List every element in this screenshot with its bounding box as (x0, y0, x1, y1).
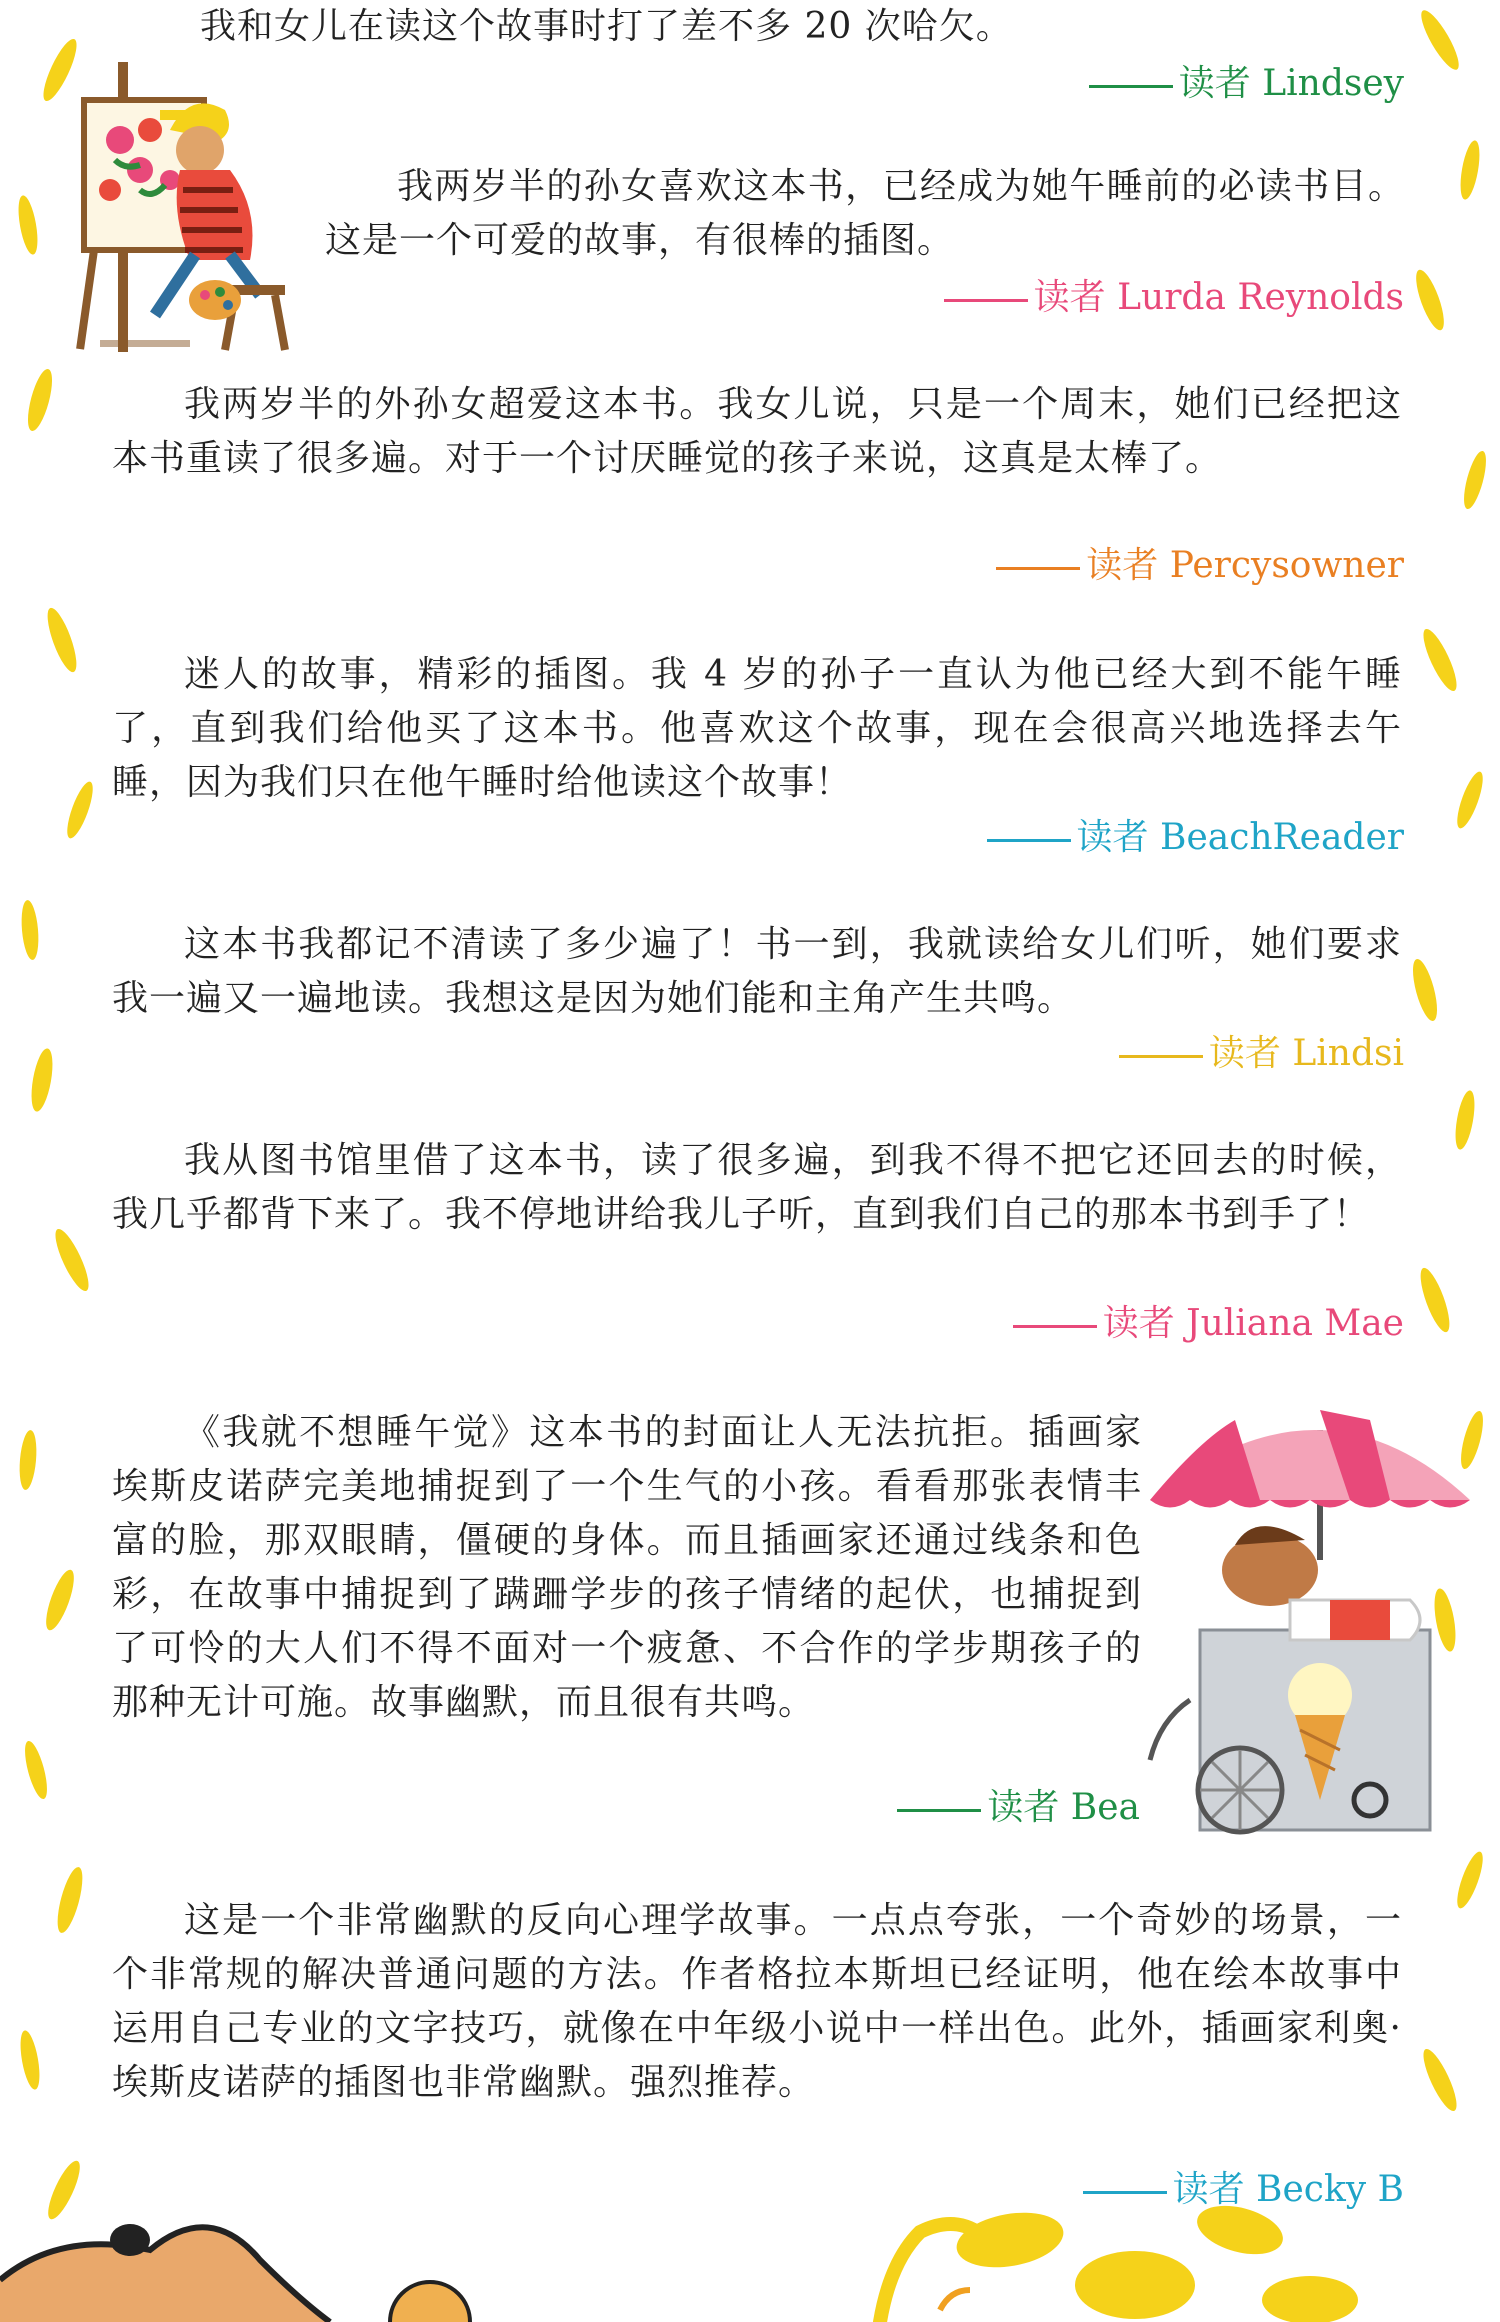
review-4 (112, 648, 1402, 810)
dash-line (897, 1809, 981, 1812)
bottom-illustration (0, 2197, 1358, 2322)
dash-line (987, 839, 1071, 842)
yellow-streak-border (15, 6, 1491, 2223)
review-6 (112, 1134, 1402, 1242)
reviewer-name: 读者 Lindsey (1178, 63, 1404, 104)
reviewer-name: 读者 Lindsi (1208, 1033, 1404, 1074)
review-text: 这本书我都记不清读了多少遍了！书一到，我就读给女儿们听，她们要求我一遍又一遍地读。我想这是因为她们能和主角产生共鸣。 (112, 924, 1402, 1019)
reviewer-name: 读者 Juliana Mae (1102, 1303, 1404, 1344)
review-signature (1083, 2168, 1404, 2212)
review-text: 这是一个非常幽默的反向心理学故事。一点点夸张，一个奇妙的场景，一个非常规的解决普通问题的方法。作者格拉本斯坦已经证明，他在绘本故事中运用自己专业的文字技巧，就像在中年级小说中一样出色。此外，插画家利奥·埃斯皮诺萨的插图也非常幽默。强烈推荐。 (112, 1900, 1402, 2103)
review-2 (325, 160, 1405, 268)
review-5 (112, 918, 1402, 1026)
reviewer-name: 读者 Becky B (1172, 2169, 1404, 2210)
reviewer-name: 读者 Lurda Reynolds (1033, 277, 1404, 318)
dash-line (944, 299, 1028, 302)
reviewer-name: 读者 BeachReader (1076, 817, 1404, 858)
review-signature (987, 816, 1404, 860)
painter-illustration (76, 62, 285, 352)
review-text: 我和女儿在读这个故事时打了差不多 20 次哈欠。 (200, 6, 1013, 47)
review-text: 我两岁半的外孙女超爱这本书。我女儿说，只是一个周末，她们已经把这本书重读了很多遍。对于一个讨厌睡觉的孩子来说，这真是太棒了。 (112, 384, 1402, 479)
review-3 (112, 378, 1402, 486)
review-signature (1119, 1032, 1404, 1076)
reviewer-name: 读者 Bea (987, 1787, 1140, 1828)
review-signature (944, 276, 1404, 320)
review-signature (1013, 1302, 1404, 1346)
dash-line (1013, 1325, 1097, 1328)
review-text: 迷人的故事，精彩的插图。我 4 岁的孙子一直认为他已经大到不能午睡了，直到我们给他买了这本书。他喜欢这个故事，现在会很高兴地选择去午睡，因为我们只在他午睡时给他读这个故事！ (112, 654, 1402, 803)
review-signature (996, 544, 1404, 588)
review-text: 我两岁半的孙女喜欢这本书，已经成为她午睡前的必读书目。这是一个可爱的故事，有很棒的插图。 (325, 166, 1405, 261)
review-signature (897, 1786, 1140, 1830)
review-text: 我从图书馆里借了这本书，读了很多遍，到我不得不把它还回去的时候，我几乎都背下来了。我不停地讲给我儿子听，直到我们自己的那本书到手了！ (112, 1140, 1402, 1235)
review-1 (200, 0, 1400, 54)
dash-line (1089, 85, 1173, 88)
review-8 (112, 1894, 1402, 2110)
review-7 (112, 1406, 1142, 1730)
ice-cream-cart-illustration (1150, 1410, 1470, 1832)
review-text: 《我就不想睡午觉》这本书的封面让人无法抗拒。插画家埃斯皮诺萨完美地捕捉到了一个生气的小孩。看看那张表情丰富的脸，那双眼睛，僵硬的身体。而且插画家还通过线条和色彩，在故事中捕捉到了蹒跚学步的孩子情绪的起伏，也捕捉到了可怜的大人们不得不面对一个疲惫、不合作的学步期孩子的那种无计可施。故事幽默，而且很有共鸣。 (112, 1412, 1142, 1723)
dash-line (1083, 2191, 1167, 2194)
reviewer-name: 读者 Percysowner (1086, 545, 1404, 586)
dash-line (996, 567, 1080, 570)
review-signature (1089, 62, 1404, 106)
dash-line (1119, 1055, 1203, 1058)
